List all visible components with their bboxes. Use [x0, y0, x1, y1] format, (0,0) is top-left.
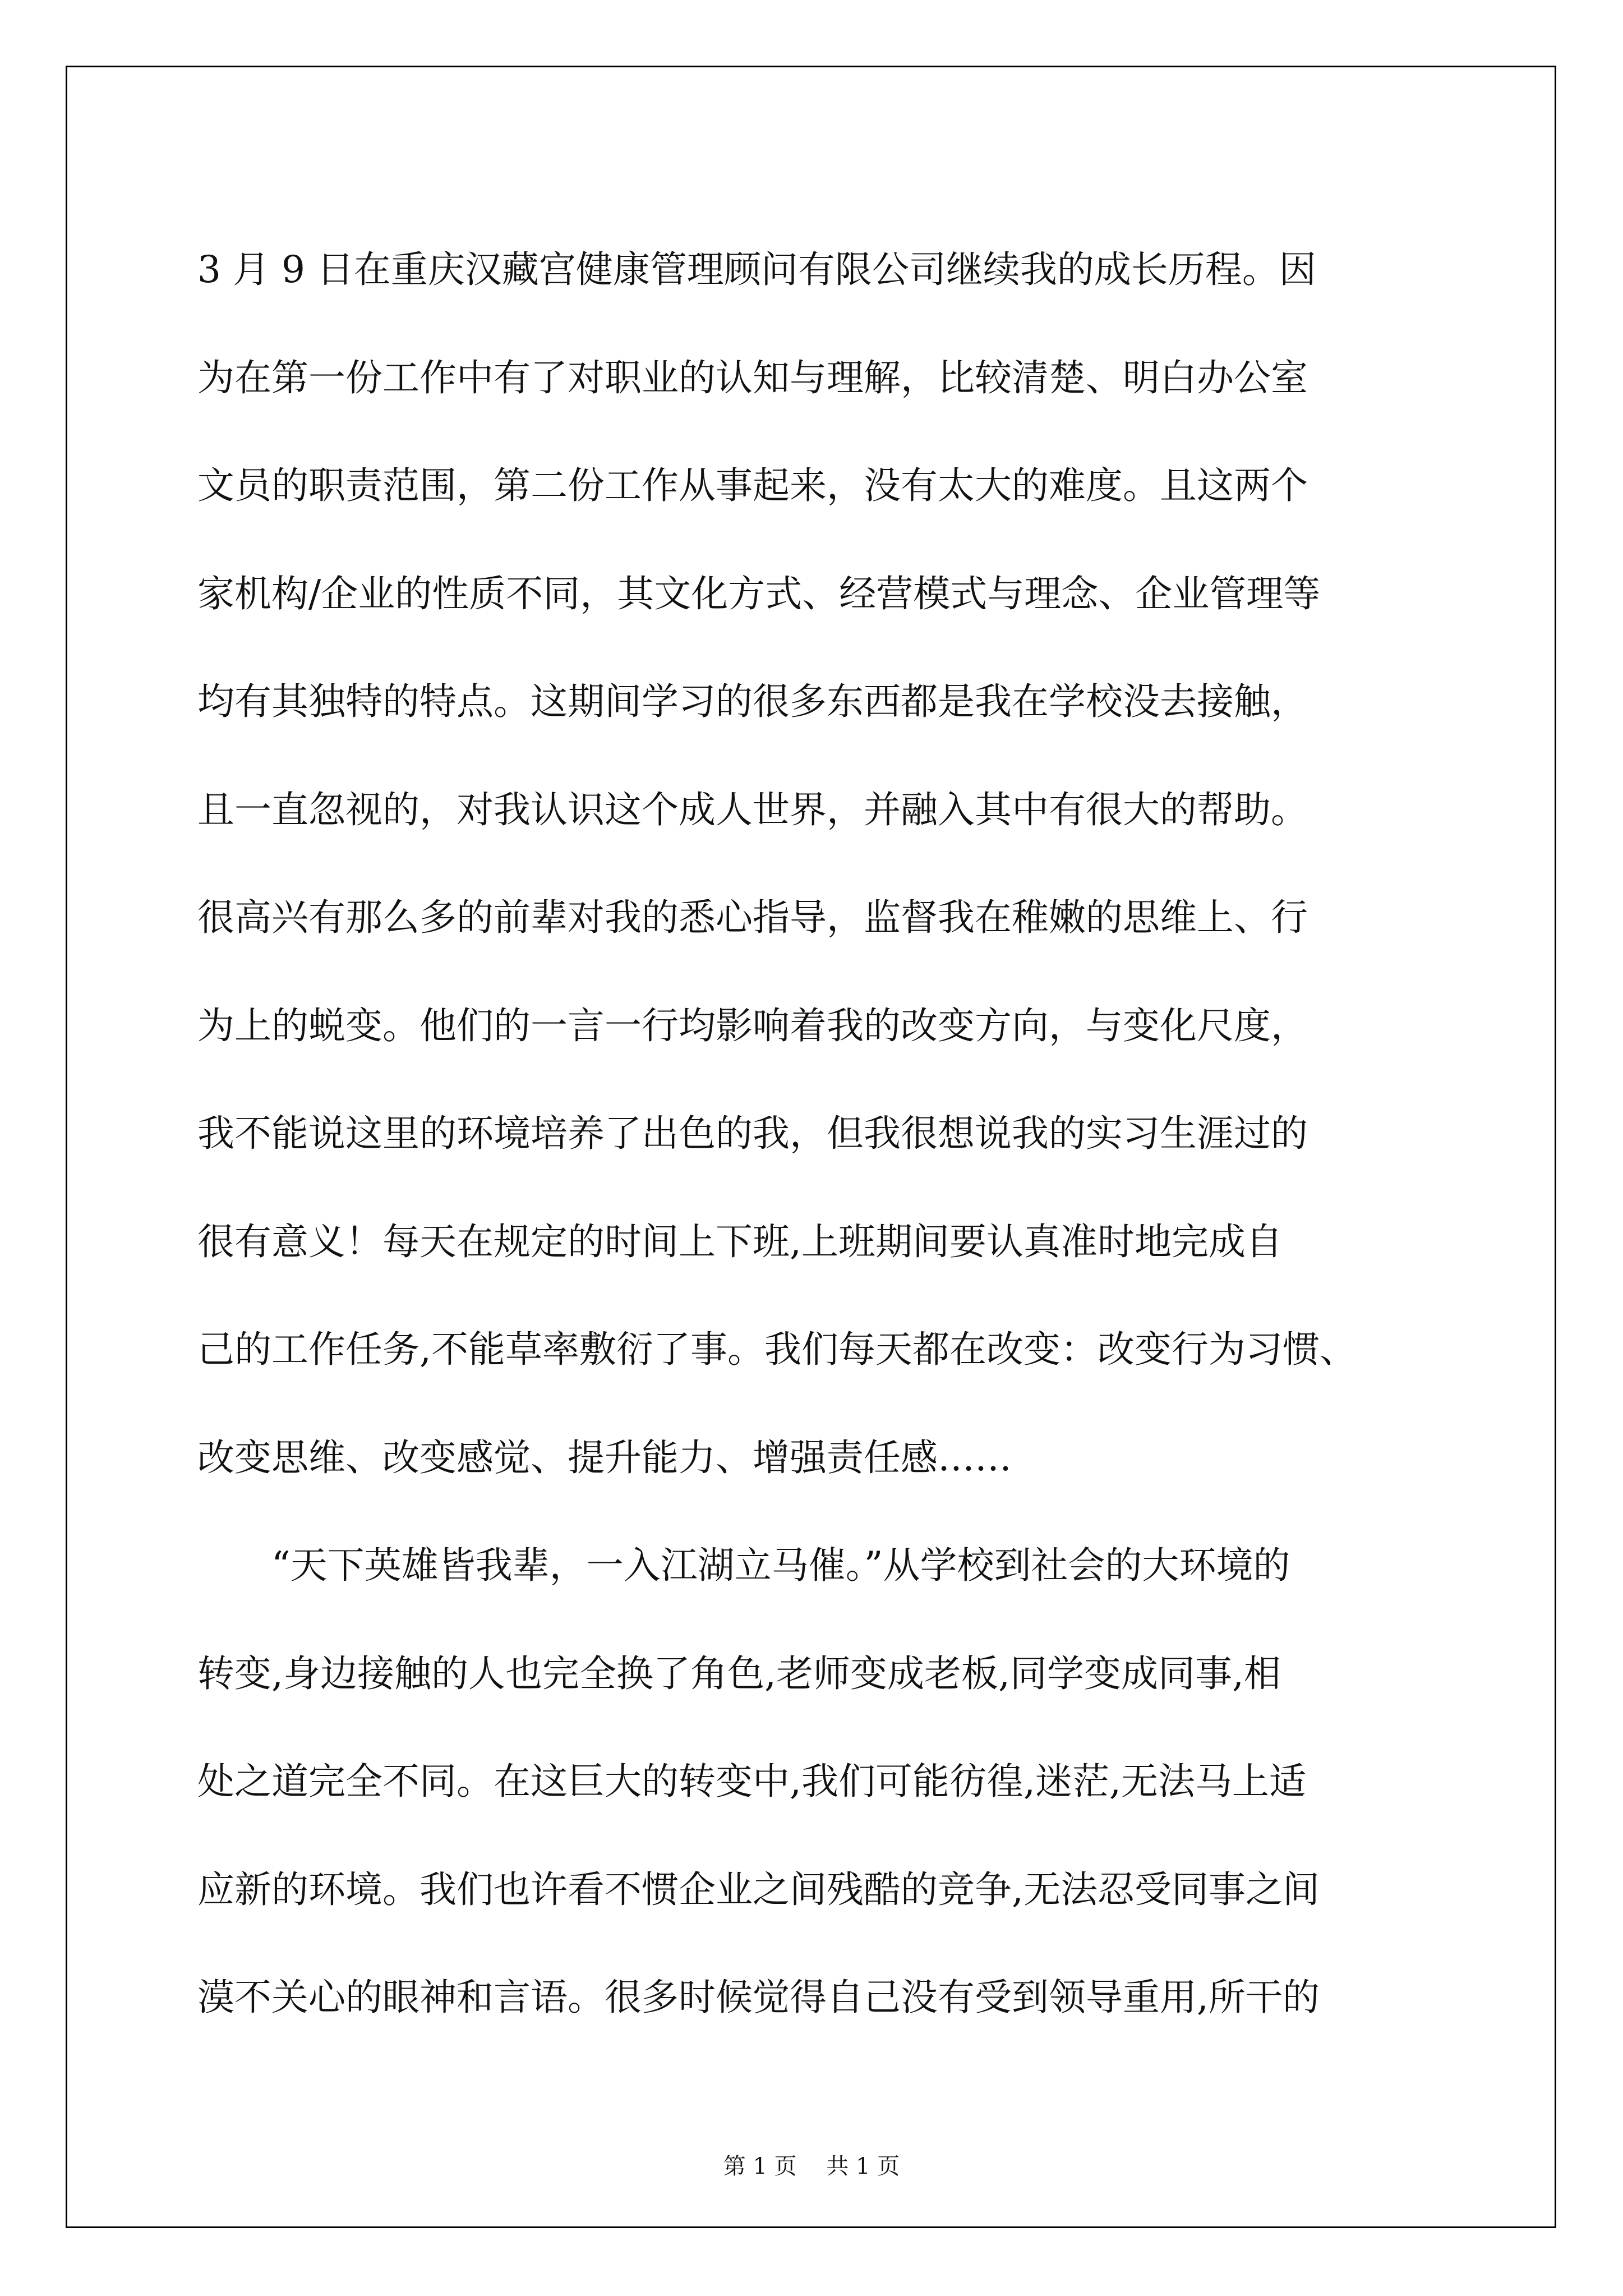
- text-line: 为在第一份工作中有了对职业的认知与理解，比较清楚、明白办公室: [197, 356, 1308, 399]
- text-line: 转变,身边接触的人也完全换了角色,老师变成老板,同学变成同事,相: [197, 1651, 1281, 1695]
- text-line: 3 月 9 日在重庆汉藏宫健康管理顾问有限公司继续我的成长历程。因: [197, 248, 1316, 291]
- text-line: 改变思维、改变感觉、提升能力、增强责任感……: [197, 1435, 1012, 1479]
- paragraph-start-line: “天下英雄皆我辈，一入江湖立马催。”从学校到社会的大环境的: [271, 1544, 1290, 1587]
- text-line: 己的工作任务,不能草率敷衍了事。我们每天都在改变：改变行为习惯、: [197, 1328, 1357, 1371]
- text-line: 均有其独特的特点。这期间学习的很多东西都是我在学校没去接触，: [197, 680, 1308, 723]
- text-line: 很有意义！每天在规定的时间上下班,上班期间要认真准时地完成自: [197, 1220, 1283, 1263]
- page-number: 第 1 页: [723, 2154, 797, 2179]
- document-body: [197, 216, 1428, 2052]
- text-line: 漠不关心的眼神和言语。很多时候觉得自己没有受到领导重用,所干的: [197, 1976, 1320, 2019]
- text-line: 文员的职责范围，第二份工作从事起来，没有太大的难度。且这两个: [197, 464, 1308, 507]
- text-line: 为上的蜕变。他们的一言一行均影响着我的改变方向，与变化尺度，: [197, 1004, 1308, 1047]
- text-line: 家机构/企业的性质不同，其文化方式、经营模式与理念、企业管理等: [197, 572, 1321, 615]
- text-line: 应新的环境。我们也许看不惯企业之间残酷的竞争,无法忍受同事之间: [197, 1867, 1320, 1911]
- text-line: 我不能说这里的环境培养了出色的我，但我很想说我的实习生涯过的: [197, 1112, 1308, 1155]
- text-line: 很高兴有那么多的前辈对我的悉心指导，监督我在稚嫩的思维上、行: [197, 896, 1308, 939]
- page-footer: [0, 2153, 1623, 2180]
- text-line: 且一直忽视的，对我认识这个成人世界，并融入其中有很大的帮助。: [197, 788, 1308, 831]
- text-line: 处之道完全不同。在这巨大的转变中,我们可能彷徨,迷茫,无法马上适: [197, 1760, 1306, 1803]
- page-total: 共 1 页: [826, 2154, 900, 2179]
